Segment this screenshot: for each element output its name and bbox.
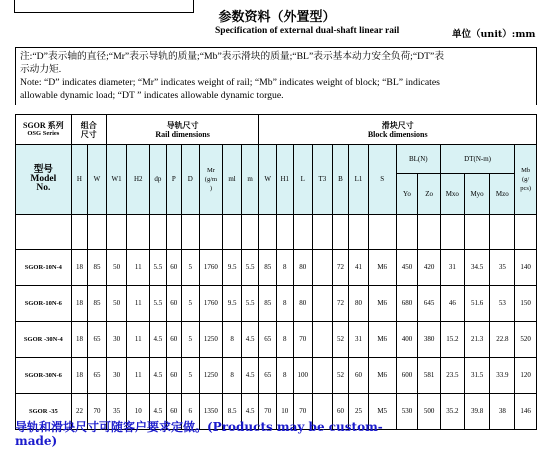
table-cell: [313, 286, 333, 322]
table-cell: 18: [71, 358, 88, 394]
col-mzo: Mzo: [490, 174, 515, 215]
table-cell: 22: [71, 394, 88, 430]
unit-label: 单位（unit）:mm: [452, 29, 536, 40]
table-cell: 85: [88, 250, 107, 286]
table-cell: 5: [182, 322, 200, 358]
table-cell: 65: [259, 322, 277, 358]
col-ml: ml: [223, 145, 242, 215]
table-cell: 21.3: [464, 322, 490, 358]
table-cell: 60: [166, 358, 181, 394]
table-cell: 4.5: [241, 322, 259, 358]
table-cell: 31.5: [464, 358, 490, 394]
table-cell: 35: [490, 250, 515, 286]
table-cell: 80: [349, 286, 369, 322]
table-cell: 1250: [199, 358, 223, 394]
block-dims-header: 滑块尺寸 Block dimensions: [259, 115, 537, 145]
table-cell: 520: [515, 322, 537, 358]
table-cell: 60: [166, 250, 181, 286]
table-cell: 600: [396, 358, 418, 394]
spec-table: [15, 114, 537, 430]
subtitle-row: [0, 25, 554, 39]
table-cell: 72: [332, 250, 349, 286]
table-row: [16, 322, 537, 358]
table-cell: 450: [396, 250, 418, 286]
table-cell: 22.8: [490, 322, 515, 358]
table-cell: 5: [182, 250, 200, 286]
table-cell: 70: [293, 394, 313, 430]
page-subtitle: Specification of external dual-shaft linear rail: [215, 26, 400, 36]
table-cell: 50: [106, 250, 127, 286]
spacer-row: [16, 215, 537, 250]
model-header: 型号 Model No.: [16, 145, 72, 215]
col-mr: Mr (g/m ): [199, 145, 223, 215]
table-cell: 8: [223, 322, 242, 358]
table-cell: 8.5: [223, 394, 242, 430]
table-cell: 8: [277, 322, 294, 358]
table-cell: 60: [349, 358, 369, 394]
col-m: m: [241, 145, 259, 215]
table-cell: 70: [88, 394, 107, 430]
table-cell: 33.9: [490, 358, 515, 394]
table-cell: 1250: [199, 322, 223, 358]
table-cell: 530: [396, 394, 418, 430]
col-block-w: W: [259, 145, 277, 215]
table-cell: M6: [368, 286, 396, 322]
table-cell: 4.5: [241, 394, 259, 430]
col-t3: T3: [313, 145, 333, 215]
table-cell: 1760: [199, 286, 223, 322]
table-cell: 52: [332, 358, 349, 394]
note-cn-line1: 注:“D”表示轴的直径;“Mr”表示导轨的质量;“Mb”表示滑块的质量;“BL”表示基本动力安全负荷;“DT”表: [20, 51, 445, 62]
table-cell: 30: [106, 358, 127, 394]
table-cell: 34.5: [464, 250, 490, 286]
table-cell: 5.5: [150, 250, 167, 286]
table-cell: 25: [349, 394, 369, 430]
col-d: D: [182, 145, 200, 215]
table-cell: 39.8: [464, 394, 490, 430]
table-cell: 5.5: [241, 250, 259, 286]
table-cell: 18: [71, 286, 88, 322]
table-cell: 645: [418, 286, 441, 322]
table-cell: 11: [127, 250, 150, 286]
note-en-line2: allowable dynamic load; “DT ” indicates allowable dynamic torgue.: [20, 90, 284, 101]
table-cell: 31: [440, 250, 464, 286]
col-l: L: [293, 145, 313, 215]
table-cell: 8: [223, 358, 242, 394]
col-dp: dp: [150, 145, 167, 215]
table-cell: 140: [515, 250, 537, 286]
table-cell: 60: [166, 322, 181, 358]
table-cell: 80: [293, 250, 313, 286]
note-en-line1: Note: “D” indicates diameter; “Mr” indicates weight of rail; “Mb” indicates weight of block; “BL” indicates: [20, 77, 440, 88]
table-cell: 400: [396, 322, 418, 358]
model-number-cell: SGOR -35: [16, 394, 72, 430]
page-title: 参数资料（外置型）: [218, 10, 336, 25]
table-cell: 4.5: [150, 394, 167, 430]
table-cell: 18: [71, 322, 88, 358]
table-cell: 30: [106, 322, 127, 358]
table-cell: 680: [396, 286, 418, 322]
table-cell: 581: [418, 358, 441, 394]
table-cell: M6: [368, 250, 396, 286]
table-cell: 60: [332, 394, 349, 430]
col-yo: Yo: [396, 174, 418, 215]
col-l1: L1: [349, 145, 369, 215]
table-cell: 380: [418, 322, 441, 358]
table-cell: 5.5: [150, 286, 167, 322]
table-cell: 11: [127, 322, 150, 358]
table-cell: 85: [259, 250, 277, 286]
table-cell: 6: [182, 394, 200, 430]
table-cell: 10: [277, 394, 294, 430]
table-cell: 35.2: [440, 394, 464, 430]
table-cell: 150: [515, 286, 537, 322]
col-w: W: [88, 145, 107, 215]
table-cell: 85: [259, 286, 277, 322]
table-cell: 38: [490, 394, 515, 430]
series-header: SGOR 系列 OSG Series: [16, 115, 72, 145]
table-cell: 31: [349, 322, 369, 358]
table-cell: M5: [368, 394, 396, 430]
table-cell: 100: [293, 358, 313, 394]
table-cell: 80: [293, 286, 313, 322]
table-cell: 15.2: [440, 322, 464, 358]
table-cell: [313, 322, 333, 358]
table-cell: 70: [293, 322, 313, 358]
col-h: H: [71, 145, 88, 215]
note-cn-line2: 示动力矩.: [20, 64, 62, 75]
col-zo: Zo: [418, 174, 441, 215]
rail-dims-header: 导轨尺寸 Rail dimensions: [106, 115, 259, 145]
col-h1: H1: [277, 145, 294, 215]
table-cell: 60: [166, 286, 181, 322]
table-cell: 65: [88, 322, 107, 358]
table-cell: 5.5: [241, 286, 259, 322]
table-cell: 60: [166, 394, 181, 430]
table-cell: 4.5: [150, 322, 167, 358]
table-cell: 420: [418, 250, 441, 286]
col-dt: DT(N-m): [440, 145, 514, 174]
table-cell: 65: [259, 358, 277, 394]
table-row: [16, 250, 537, 286]
col-myo: Myo: [464, 174, 490, 215]
table-cell: 4.5: [241, 358, 259, 394]
col-s: S: [368, 145, 396, 215]
table-cell: 41: [349, 250, 369, 286]
table-cell: 65: [88, 358, 107, 394]
model-number-cell: SGOR-30N-6: [16, 358, 72, 394]
table-cell: 8: [277, 358, 294, 394]
table-cell: 72: [332, 286, 349, 322]
col-mb: Mb (g/ pcs): [515, 145, 537, 215]
table-cell: 4.5: [150, 358, 167, 394]
col-mxo: Mxo: [440, 174, 464, 215]
note-box: [15, 47, 537, 105]
table-cell: 53: [490, 286, 515, 322]
table-cell: 85: [88, 286, 107, 322]
table-cell: 51.6: [464, 286, 490, 322]
table-row: [16, 286, 537, 322]
table-cell: 1350: [199, 394, 223, 430]
model-number-cell: SGOR -30N-4: [16, 322, 72, 358]
table-cell: 10: [127, 394, 150, 430]
table-cell: 120: [515, 358, 537, 394]
table-cell: 52: [332, 322, 349, 358]
table-cell: 11: [127, 286, 150, 322]
table-cell: 70: [259, 394, 277, 430]
table-cell: 11: [127, 358, 150, 394]
table-cell: 9.5: [223, 250, 242, 286]
combo-header: 组合 尺寸: [71, 115, 106, 145]
table-cell: 1760: [199, 250, 223, 286]
table-cell: 35: [106, 394, 127, 430]
footer-note: 导轨和滑块尺寸可随客户要求定做。(Products may be custom- made): [15, 420, 383, 448]
table-cell: 50: [106, 286, 127, 322]
table-cell: 18: [71, 250, 88, 286]
table-cell: 500: [418, 394, 441, 430]
table-cell: 8: [277, 286, 294, 322]
table-cell: 5: [182, 358, 200, 394]
table-cell: [313, 250, 333, 286]
col-b: B: [332, 145, 349, 215]
col-p: P: [166, 145, 181, 215]
table-row: [16, 358, 537, 394]
table-cell: 146: [515, 394, 537, 430]
col-w1: W1: [106, 145, 127, 215]
table-cell: 46: [440, 286, 464, 322]
col-bl: BL(N): [396, 145, 440, 174]
table-cell: 9.5: [223, 286, 242, 322]
model-number-cell: SGOR-10N-4: [16, 250, 72, 286]
table-cell: M6: [368, 322, 396, 358]
table-cell: 5: [182, 286, 200, 322]
model-number-cell: SGOR-10N-6: [16, 286, 72, 322]
col-h2: H2: [127, 145, 150, 215]
table-cell: [313, 358, 333, 394]
table-cell: M6: [368, 358, 396, 394]
table-cell: 23.5: [440, 358, 464, 394]
table-cell: 8: [277, 250, 294, 286]
